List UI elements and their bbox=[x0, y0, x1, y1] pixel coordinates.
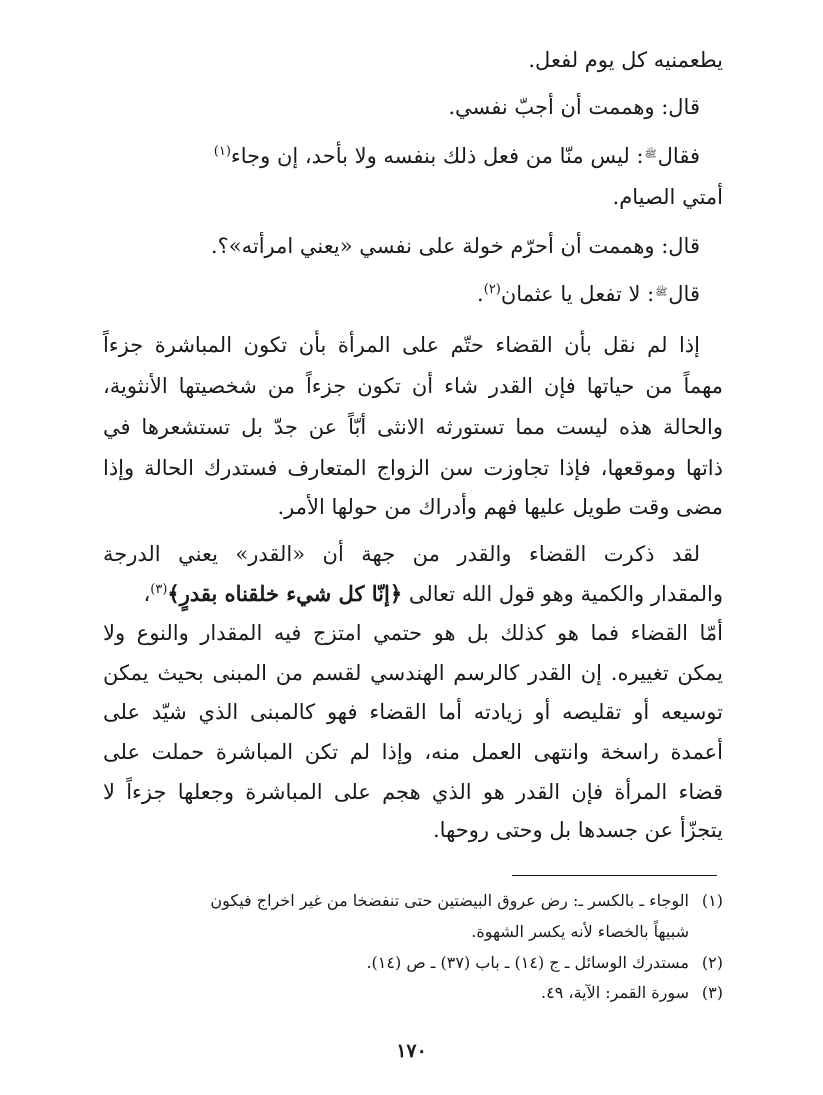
salutation-seal: ﷺ bbox=[644, 149, 657, 160]
paragraph2-line-2 bbox=[144, 580, 724, 608]
text: يطعمنيه كل يوم لفعل. bbox=[528, 48, 723, 72]
text: مهماً من حياتها فإن القدر شاء أن تكون جزءاً من شخصيتها الأنثوية، bbox=[103, 374, 723, 398]
quran-verse: ﴿إنّا كل شيء خلقناه بقدرٍ﴾ bbox=[167, 581, 403, 606]
text: : ليس منّا من فعل ذلك بنفسه ولا بأحد، إن وجاء bbox=[230, 144, 644, 168]
paragraph2-line-8 bbox=[433, 816, 723, 844]
paragraph1-line-1 bbox=[103, 331, 700, 359]
paragraph2-line-5 bbox=[103, 698, 723, 726]
text: والحالة هذه ليست مما تستورثه الانثى أبّاً عن جدّ بل تستشعرها في bbox=[103, 415, 723, 439]
paragraph2-line-6 bbox=[103, 738, 723, 766]
footnote-separator bbox=[512, 875, 717, 876]
text-line-2 bbox=[448, 93, 700, 121]
text: أمتي الصيام. bbox=[612, 185, 723, 209]
text-line-5 bbox=[211, 232, 700, 260]
text: ذاتها وموقعها، فإذا تجاوزت سن الزواج المتعارف فستدرك الحالة وإذا bbox=[103, 456, 723, 480]
text: قضاء المرأة فإن القدر هو الذي هجم على المباشرة وجعلها جزءاً لا bbox=[103, 780, 723, 804]
paragraph1-line-5 bbox=[277, 493, 723, 521]
paragraph2-line-1 bbox=[103, 540, 700, 568]
footnote-text: شبيهاً بالخصاء لأنه يكسر الشهوة. bbox=[471, 922, 689, 941]
text: يمكن تغييره. إن القدر كالرسم الهندسي لقسم من المبنى بحيث يمكن bbox=[103, 661, 723, 685]
text: قال: وهممت أن أجبّ نفسي. bbox=[448, 95, 700, 119]
text-line-6 bbox=[477, 280, 700, 308]
footnote-ref-3[interactable]: (٣) bbox=[150, 582, 168, 597]
text-line-1 bbox=[528, 46, 723, 74]
text: لقد ذكرت القضاء والقدر من جهة أن «القدر» يعني الدرجة bbox=[103, 542, 700, 566]
text: توسيعه أو تقليصه أو زيادته أما القضاء فهو كالمبنى الذي شيّد على bbox=[103, 700, 723, 724]
paragraph1-line-2 bbox=[103, 372, 723, 400]
paragraph2-line-7 bbox=[103, 778, 723, 806]
text: إذا لم نقل بأن القضاء حتّم على المرأة بأن تكون المباشرة جزءاً bbox=[103, 333, 700, 357]
footnote-3 bbox=[541, 982, 723, 1004]
footnote-number: (٢) bbox=[701, 953, 723, 972]
text: قال bbox=[668, 282, 700, 306]
text: أمّا القضاء فما هو كذلك بل هو حتمي امتزج فيه المقدار والنوع ولا bbox=[103, 621, 723, 645]
text: . bbox=[477, 282, 484, 306]
page-number: ١٧٠ bbox=[396, 1040, 427, 1062]
text-line-3 bbox=[214, 142, 700, 170]
footnote-number: (٣) bbox=[701, 983, 723, 1002]
salutation-seal: ﷺ bbox=[655, 287, 668, 298]
text: مضى وقت طويل عليها فهم وأدراك من حولها الأمر. bbox=[277, 495, 723, 519]
footnote-ref-2[interactable]: (٢) bbox=[483, 282, 501, 297]
text: يتجزّأ عن جسدها بل وحتى روحها. bbox=[433, 818, 723, 842]
footnote-text: مستدرك الوسائل ـ ج (١٤) ـ باب (٣٧) ـ ص (١٤). bbox=[366, 953, 689, 972]
paragraph1-line-4 bbox=[103, 454, 723, 482]
footnote-1 bbox=[210, 890, 723, 912]
text: ، bbox=[143, 582, 151, 606]
text: : لا تفعل يا عثمان bbox=[500, 282, 655, 306]
text: أعمدة راسخة وانتهى العمل منه، وإذا لم تكن المباشرة حملت على bbox=[103, 740, 723, 764]
text: فقال bbox=[657, 144, 700, 168]
footnote-2 bbox=[366, 952, 723, 974]
paragraph2-line-4 bbox=[103, 659, 723, 687]
footnote-1-cont bbox=[471, 921, 689, 943]
paragraph1-line-3 bbox=[103, 413, 723, 441]
paragraph2-line-3 bbox=[103, 619, 723, 647]
text: قال: وهممت أن أحرّم خولة على نفسي «يعني امرأته»؟. bbox=[210, 234, 700, 258]
footnote-text: الوجاء ـ بالكسر ـ: رض عروق البيضتين حتى تنفضخا من غير اخراج فيكون bbox=[210, 891, 689, 910]
text-line-4 bbox=[613, 183, 723, 211]
footnote-ref-1[interactable]: (١) bbox=[213, 144, 231, 159]
text: والمقدار والكمية وهو قول الله تعالى bbox=[408, 582, 723, 606]
footnote-text: سورة القمر: الآية، ٤٩. bbox=[541, 983, 689, 1002]
footnote-number: (١) bbox=[701, 891, 723, 910]
